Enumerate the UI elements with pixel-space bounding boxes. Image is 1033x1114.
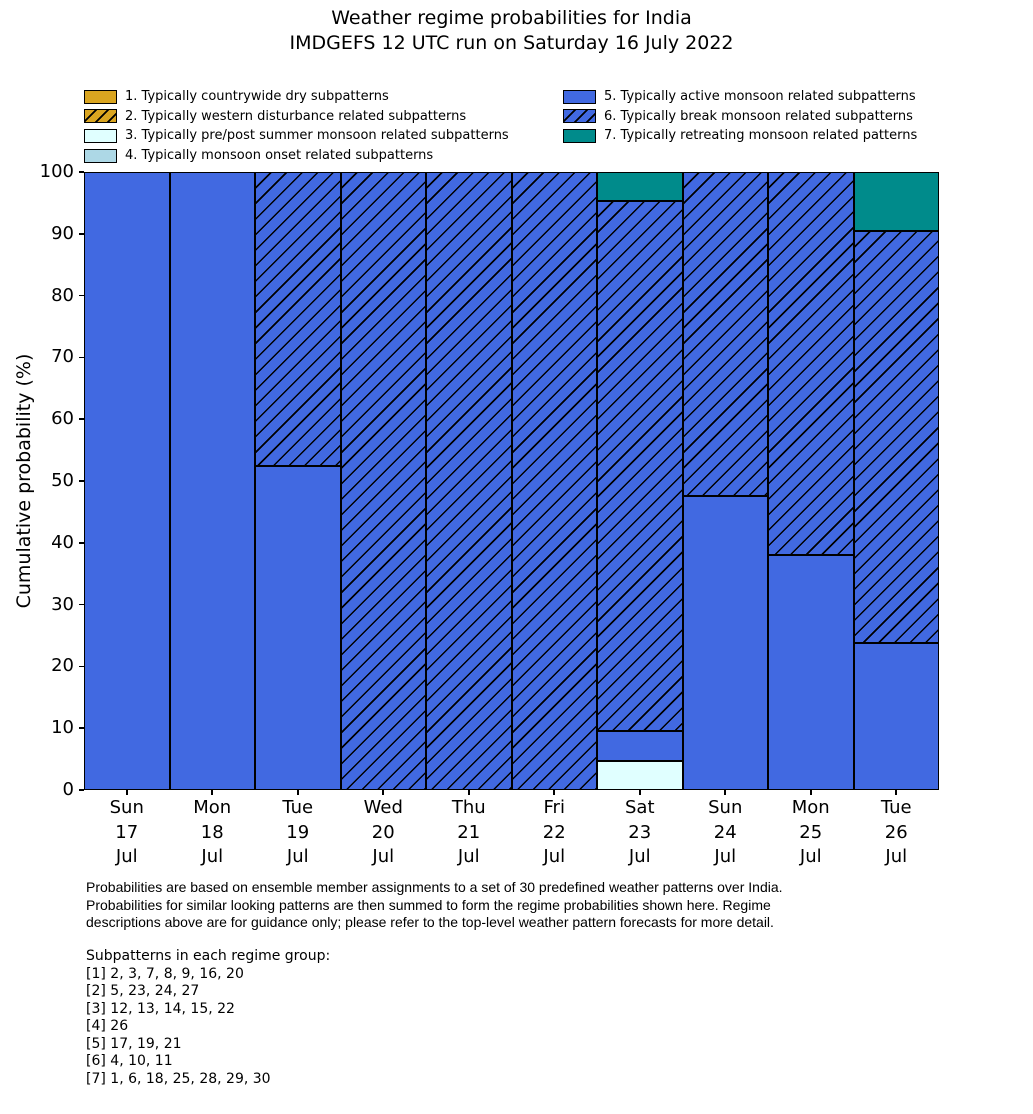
legend-column-left [84, 87, 509, 165]
legend-item [84, 107, 509, 127]
x-tick-label-line: Tue [880, 797, 912, 818]
bar-segment [597, 731, 683, 760]
x-tick-label-line: Jul [115, 846, 138, 867]
legend-item-label: 4. Typically monsoon onset related subpatterns [125, 148, 434, 164]
title-line-1: Weather regime probabilities for India [331, 7, 692, 29]
legend-swatch-icon [84, 129, 117, 143]
x-tick-label-line: 19 [286, 821, 310, 843]
x-tick-mark [211, 790, 213, 795]
x-tick-label-line: 22 [542, 821, 566, 843]
bar-segment [597, 201, 683, 731]
bar-mon-18-jul [170, 172, 256, 790]
bar-segment [854, 231, 940, 643]
subpatterns-line: [6] 4, 10, 11 [86, 1053, 173, 1069]
y-tick-label: 70 [51, 346, 74, 368]
x-tick-label-line: Jul [372, 846, 395, 867]
legend-item-label: 3. Typically pre/post summer monsoon related subpatterns [125, 128, 509, 144]
legend-swatch-icon [563, 129, 596, 143]
bar-sun-24-jul [683, 172, 769, 790]
x-tick-label-line: Tue [282, 797, 314, 818]
x-tick-mark [553, 790, 555, 795]
footnote-line: descriptions above are for guidance only; please refer to the top-level weather pattern forecasts for more detail. [86, 914, 774, 931]
y-tick-label: 80 [51, 284, 74, 306]
plot-area [84, 172, 939, 790]
x-tick-label-line: Jul [714, 846, 737, 867]
legend-item [84, 146, 509, 166]
x-tick-label-line: Jul [286, 846, 309, 867]
bar-segment [768, 172, 854, 555]
x-tick-mark [895, 790, 897, 795]
bar-tue-19-jul [255, 172, 341, 790]
bar-segment [597, 761, 683, 790]
subpatterns-line: [7] 1, 6, 18, 25, 28, 29, 30 [86, 1070, 271, 1087]
bar-wed-20-jul [341, 172, 427, 790]
x-tick-mark [810, 790, 812, 795]
x-tick-label [766, 796, 856, 870]
legend-swatch-icon [84, 109, 117, 123]
x-tick-label-line: Jul [799, 846, 822, 867]
x-tick-label [509, 796, 599, 870]
bar-segment [854, 643, 940, 790]
legend-item [84, 87, 509, 107]
bar-fri-22-jul [512, 172, 598, 790]
x-tick-label-line: Fri [543, 797, 565, 818]
x-tick-label [424, 796, 514, 870]
y-tick-label: 10 [51, 717, 74, 739]
legend-column-right [563, 87, 917, 146]
x-tick-label-line: Mon [791, 797, 830, 818]
x-tick-label-line: 26 [884, 821, 908, 843]
legend-item-label: 6. Typically break monsoon related subpatterns [604, 108, 913, 124]
legend-item [563, 87, 917, 107]
bar-segment [426, 172, 512, 790]
x-tick-label-line: 20 [371, 821, 395, 843]
legend-item-label: 7. Typically retreating monsoon related patterns [604, 128, 918, 144]
y-tick-label: 100 [39, 161, 74, 182]
x-tick-label-line: 24 [713, 821, 737, 843]
bar-segment [341, 172, 427, 790]
legend-swatch-icon [84, 149, 117, 163]
bar-segment [255, 466, 341, 790]
y-tick-label: 40 [51, 531, 74, 553]
x-tick-label-line: 18 [200, 821, 224, 843]
subpatterns-heading: Subpatterns in each regime group: [86, 948, 331, 964]
bar-segment [512, 172, 598, 790]
x-tick-label [595, 796, 685, 870]
title-line-2: IMDGEFS 12 UTC run on Saturday 16 July 2022 [289, 32, 734, 54]
x-tick-label [82, 796, 172, 870]
bar-segment [597, 172, 683, 201]
footnote-line: Probabilities are based on ensemble member assignments to a set of 30 predefined weather patterns over India. [86, 879, 783, 895]
subpatterns-line: [1] 2, 3, 7, 8, 9, 16, 20 [86, 965, 244, 982]
x-tick-label-line: Sun [708, 797, 743, 818]
y-tick-label: 60 [51, 408, 74, 430]
bar-thu-21-jul [426, 172, 512, 790]
x-tick-label-line: Sat [624, 797, 655, 818]
x-tick-mark [639, 790, 641, 795]
x-tick-label [253, 796, 343, 870]
bar-tue-26-jul [854, 172, 940, 790]
x-tick-label-line: Jul [543, 846, 566, 867]
x-tick-label [167, 796, 257, 870]
footnote [86, 879, 783, 932]
x-tick-label-line: Jul [885, 846, 908, 867]
bar-segment [255, 172, 341, 466]
y-axis-label: Cumulative probability (%) [13, 353, 35, 609]
footnote-line: Probabilities for similar looking patterns are then summed to form the regime probabilities shown here. Regime [86, 896, 771, 913]
x-tick-label [338, 796, 428, 870]
x-tick-label-line: Mon [193, 797, 232, 818]
y-tick-label: 0 [62, 779, 74, 800]
legend-item [84, 126, 509, 146]
x-tick-label-line: Jul [201, 846, 224, 867]
subpatterns-line: [3] 12, 13, 14, 15, 22 [86, 1000, 235, 1017]
x-tick-mark [382, 790, 384, 795]
legend-swatch-icon [563, 109, 596, 123]
legend-item-label: 2. Typically western disturbance related subpatterns [125, 108, 467, 124]
x-tick-label-line: Jul [628, 846, 651, 867]
chart-title [84, 6, 939, 56]
subpatterns-block [86, 948, 330, 1088]
subpatterns-line: [5] 17, 19, 21 [86, 1035, 182, 1052]
subpatterns-line: [4] 26 [86, 1018, 129, 1034]
bar-segment [170, 172, 256, 790]
x-tick-label-line: Sun [109, 797, 144, 818]
legend-item [563, 107, 917, 127]
legend-item-label: 5. Typically active monsoon related subpatterns [604, 89, 916, 105]
bar-mon-25-jul [768, 172, 854, 790]
y-tick-label: 90 [51, 222, 74, 244]
y-tick-label: 30 [51, 593, 74, 615]
bar-sat-23-jul [597, 172, 683, 790]
bar-sun-17-jul [84, 172, 170, 790]
x-tick-label-line: 17 [115, 821, 139, 843]
x-tick-label-line: 21 [457, 821, 481, 843]
bar-segment [683, 172, 769, 496]
subpatterns-line: [2] 5, 23, 24, 27 [86, 983, 200, 999]
legend-swatch-icon [563, 90, 596, 104]
x-tick-mark [724, 790, 726, 795]
x-tick-label-line: 23 [628, 821, 652, 843]
legend-item [563, 126, 917, 146]
x-tick-mark [297, 790, 299, 795]
bar-segment [683, 496, 769, 790]
x-tick-label-line: Thu [451, 797, 486, 818]
legend-item-label: 1. Typically countrywide dry subpatterns [125, 89, 389, 105]
bar-segment [854, 172, 940, 231]
x-tick-label [851, 796, 941, 870]
x-tick-mark [126, 790, 128, 795]
y-tick-label: 50 [51, 470, 74, 491]
bar-segment [84, 172, 170, 790]
x-tick-label [680, 796, 770, 870]
bar-segment [768, 555, 854, 790]
x-tick-label-line: Jul [457, 846, 480, 867]
legend-swatch-icon [84, 90, 117, 104]
x-tick-label-line: Wed [363, 797, 403, 818]
x-tick-mark [468, 790, 470, 795]
y-tick-label: 20 [51, 655, 74, 677]
x-tick-label-line: 25 [799, 821, 823, 843]
